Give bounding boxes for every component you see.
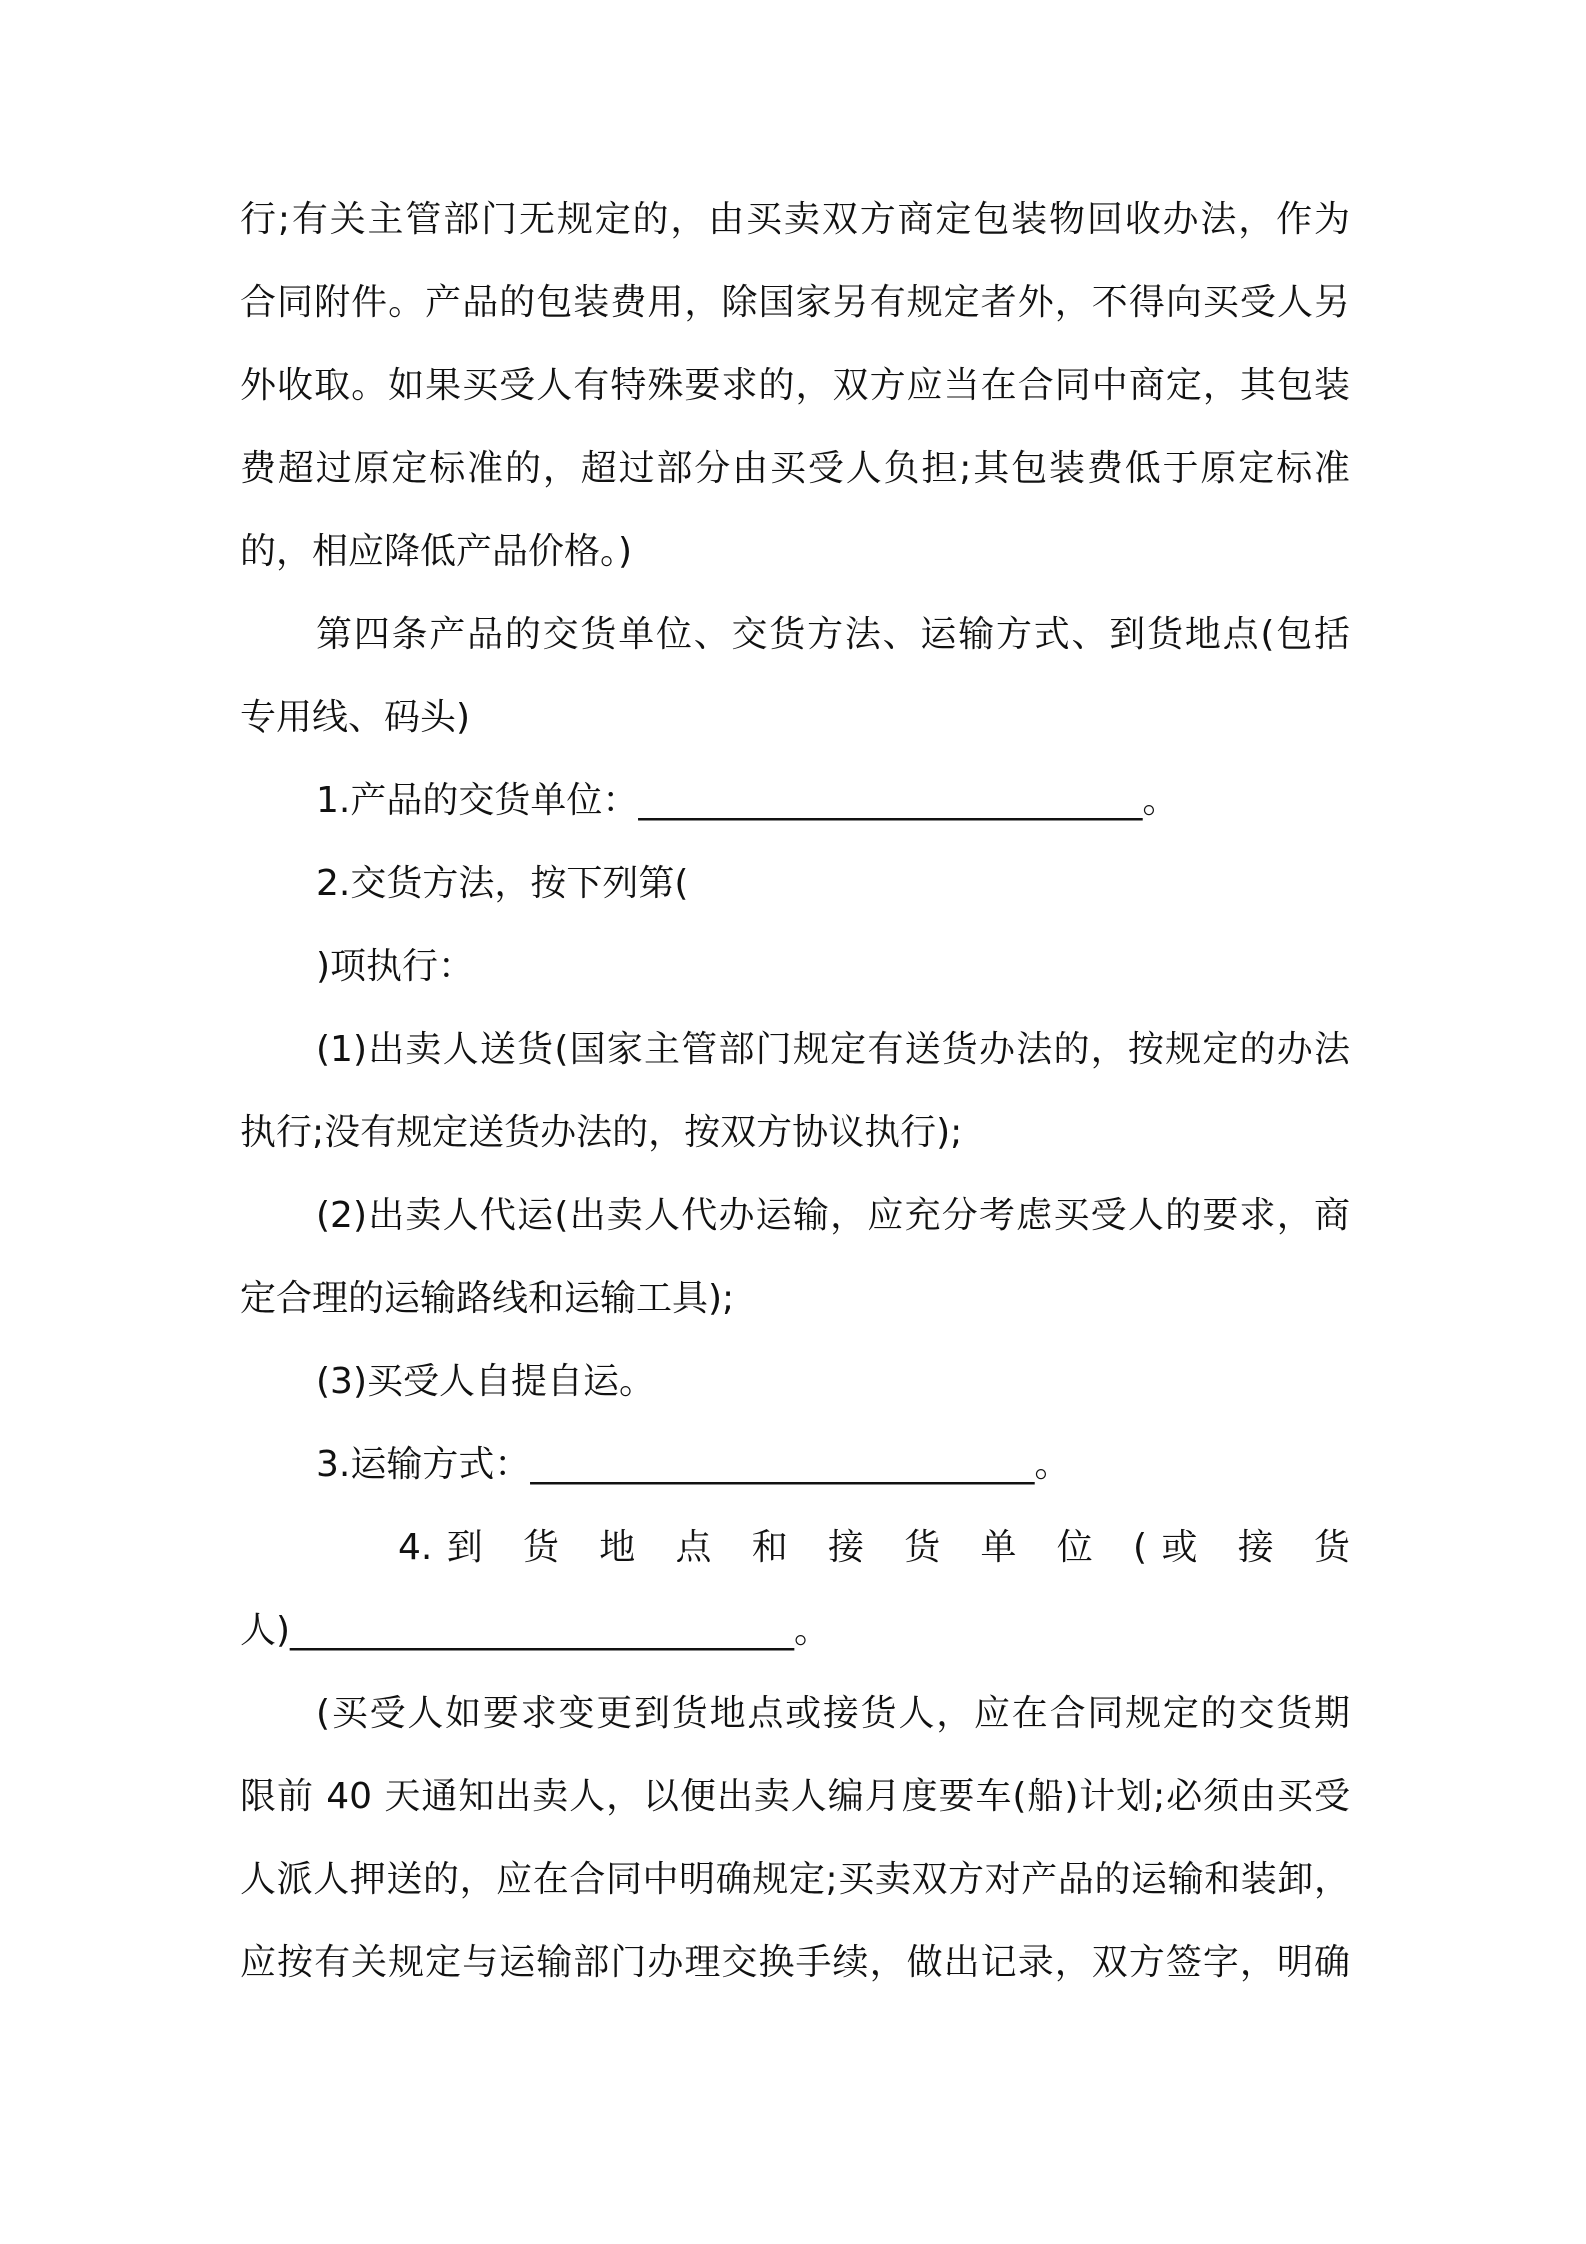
delivery-method: 2.交货方法，按下列第( [316,863,689,904]
transport-method-field: 3.运输方式：____________________________。 [316,1444,1071,1485]
paragraph-line: 的，相应降低产品价格。) [240,531,633,572]
delivery-method-cont: )项执行： [316,946,475,987]
arrival-place-field-cont: 人)____________________________。 [240,1610,831,1651]
note-paragraph-line: 人派人押送的，应在合同中明确规定;买卖双方对产品的运输和装卸， [240,1859,1350,1900]
article-heading: 第四条产品的交货单位、交货方法、运输方式、到货地点(包括 [316,614,1350,655]
arrival-place-field: 4.到 货 地 点 和 接 货 单 位 (或 接 货 [398,1527,1350,1568]
option-1-cont: 执行;没有规定送货办法的，按双方协议执行); [240,1112,963,1153]
paragraph-line: 合同附件。产品的包装费用，除国家另有规定者外，不得向买受人另 [240,282,1350,323]
option-1: (1)出卖人送货(国家主管部门规定有送货办法的，按规定的办法 [316,1029,1350,1070]
note-paragraph-line: (买受人如要求变更到货地点或接货人，应在合同规定的交货期 [316,1693,1350,1734]
paragraph-line: 费超过原定标准的，超过部分由买受人负担;其包装费低于原定标准 [240,448,1350,489]
paragraph-line: 外收取。如果买受人有特殊要求的，双方应当在合同中商定，其包装 [240,365,1350,406]
note-paragraph-line: 限前 40 天通知出卖人，以便出卖人编月度要车(船)计划;必须由买受 [240,1776,1350,1817]
paragraph-line: 行;有关主管部门无规定的，由买卖双方商定包装物回收办法，作为 [240,199,1350,240]
article-heading-cont: 专用线、码头) [240,697,471,738]
note-paragraph-line: 应按有关规定与运输部门办理交换手续，做出记录，双方签字，明确 [240,1942,1350,1983]
option-2-cont: 定合理的运输路线和运输工具); [240,1278,735,1319]
delivery-unit-field: 1.产品的交货单位：____________________________。 [316,780,1179,821]
option-2: (2)出卖人代运(出卖人代办运输，应充分考虑买受人的要求，商 [316,1195,1350,1236]
option-3: (3)买受人自提自运。 [316,1361,655,1402]
